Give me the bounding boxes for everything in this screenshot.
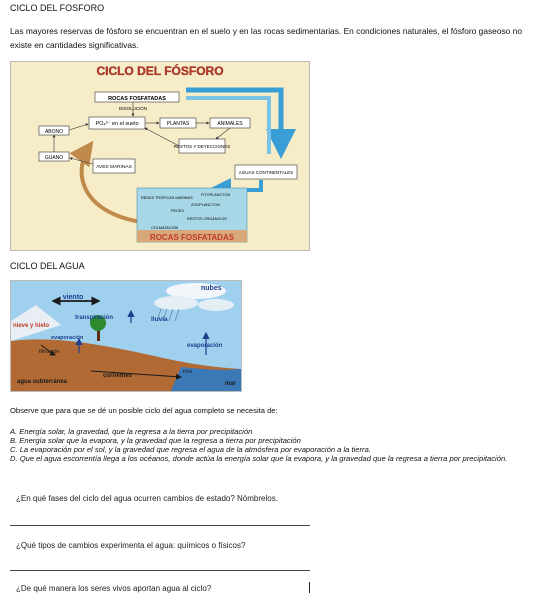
label-transpiracion: transpiración bbox=[75, 315, 114, 321]
label-viento: viento bbox=[62, 294, 84, 301]
question-intro: Observe que para que se dé un posible ciclo del agua completo se necesita de: bbox=[10, 406, 278, 415]
label-restos-organicos: RESTOS ORGÁNICOS bbox=[187, 217, 227, 221]
phosphorus-heading: CICLO DEL FOSFORO bbox=[10, 3, 105, 13]
label-guano: GUANO bbox=[44, 155, 64, 161]
label-corrientes: corrientes bbox=[103, 373, 133, 379]
label-plantas: PLANTAS bbox=[166, 121, 190, 127]
phosphorus-paragraph: Las mayores reservas de fósforo se encuentran en el suelo y en las rocas sedimentarias. En condiciones naturales, el fósforo gaseoso no existe en cantidades significativas. bbox=[10, 26, 522, 50]
label-lluvia: lluvia bbox=[151, 316, 168, 323]
brown-arrow-return bbox=[82, 144, 141, 222]
answer-line-1[interactable] bbox=[10, 525, 310, 526]
label-evaporacion-right: evaporación bbox=[187, 343, 223, 349]
label-animales: ANIMALES bbox=[217, 121, 243, 127]
label-po4-suelo: PO₄³⁻ en el suelo bbox=[95, 121, 139, 127]
label-nubes: nubes bbox=[201, 285, 222, 292]
option-d: D. Que el agua escorrentía llega a los océanos, donde actúa la energía solar que la evapora, y la gravedad que la regresa a tierra por precipitación. bbox=[10, 454, 508, 463]
phosphorus-cycle-diagram bbox=[10, 61, 310, 251]
question-1: ¿En qué fases del ciclo del agua ocurren cambios de estado? Nómbrelos. bbox=[16, 494, 278, 503]
label-mar: mar bbox=[225, 381, 237, 387]
label-aguas-continentales: AGUAS CONTINENTALES bbox=[238, 170, 294, 175]
water-cycle-diagram bbox=[10, 280, 242, 392]
label-aves-marinas: AVES MARINAS bbox=[96, 165, 132, 170]
label-nieve-hielo: nieve y hielo bbox=[13, 323, 50, 329]
label-filtracion: filtración bbox=[39, 349, 60, 355]
label-abono: ABONO bbox=[44, 129, 64, 135]
label-agua-subterranea: agua subterránea bbox=[17, 379, 68, 385]
label-colmatacion: COLMATACIÓN bbox=[151, 226, 179, 230]
label-redes-troficas: REDES TRÓFICAS MARINAS bbox=[141, 196, 193, 200]
label-peces: PECES bbox=[171, 209, 184, 213]
text-cursor bbox=[309, 582, 310, 593]
label-rios: ríos bbox=[183, 369, 193, 375]
phosphorus-diagram-title: CICLO DEL FÓSFORO bbox=[96, 64, 224, 78]
label-evaporacion-left: evaporación bbox=[51, 335, 84, 341]
label-disolucion: DISOLUCIÓN bbox=[118, 106, 148, 111]
sea bbox=[171, 367, 241, 391]
answer-line-2[interactable] bbox=[10, 570, 310, 571]
option-c: C. La evaporación por el sol, y la gravedad que regresa el agua de la atmósfera por evaporación a la tierra. bbox=[10, 445, 371, 454]
water-heading: CICLO DEL AGUA bbox=[10, 261, 85, 271]
option-a: A. Energía solar, la gravedad, que la regresa a la tierra por precipitación bbox=[10, 427, 253, 436]
option-b: B. Energía solar que la evapora, y la gravedad que la regresa a tierra por precipitación bbox=[10, 436, 301, 445]
cloud-3 bbox=[198, 299, 234, 311]
cloud-2 bbox=[154, 296, 198, 310]
question-3: ¿De qué manera los seres vivos aportan agua al ciclo? bbox=[16, 584, 212, 593]
label-zooplancton: ZOOPLANCTON bbox=[191, 203, 220, 207]
question-2: ¿Qué tipos de cambios experimenta el agua: químicos o físicos? bbox=[16, 541, 246, 550]
label-rocas-fosfatadas-bottom: ROCAS FOSFATADAS bbox=[149, 233, 235, 242]
label-restos: RESTOS Y DEYECCIONES bbox=[173, 144, 231, 149]
label-fitoplancton: FITOPLANCTON bbox=[201, 193, 231, 197]
label-rocas-fosfatadas: ROCAS FOSFATADAS bbox=[108, 96, 166, 102]
